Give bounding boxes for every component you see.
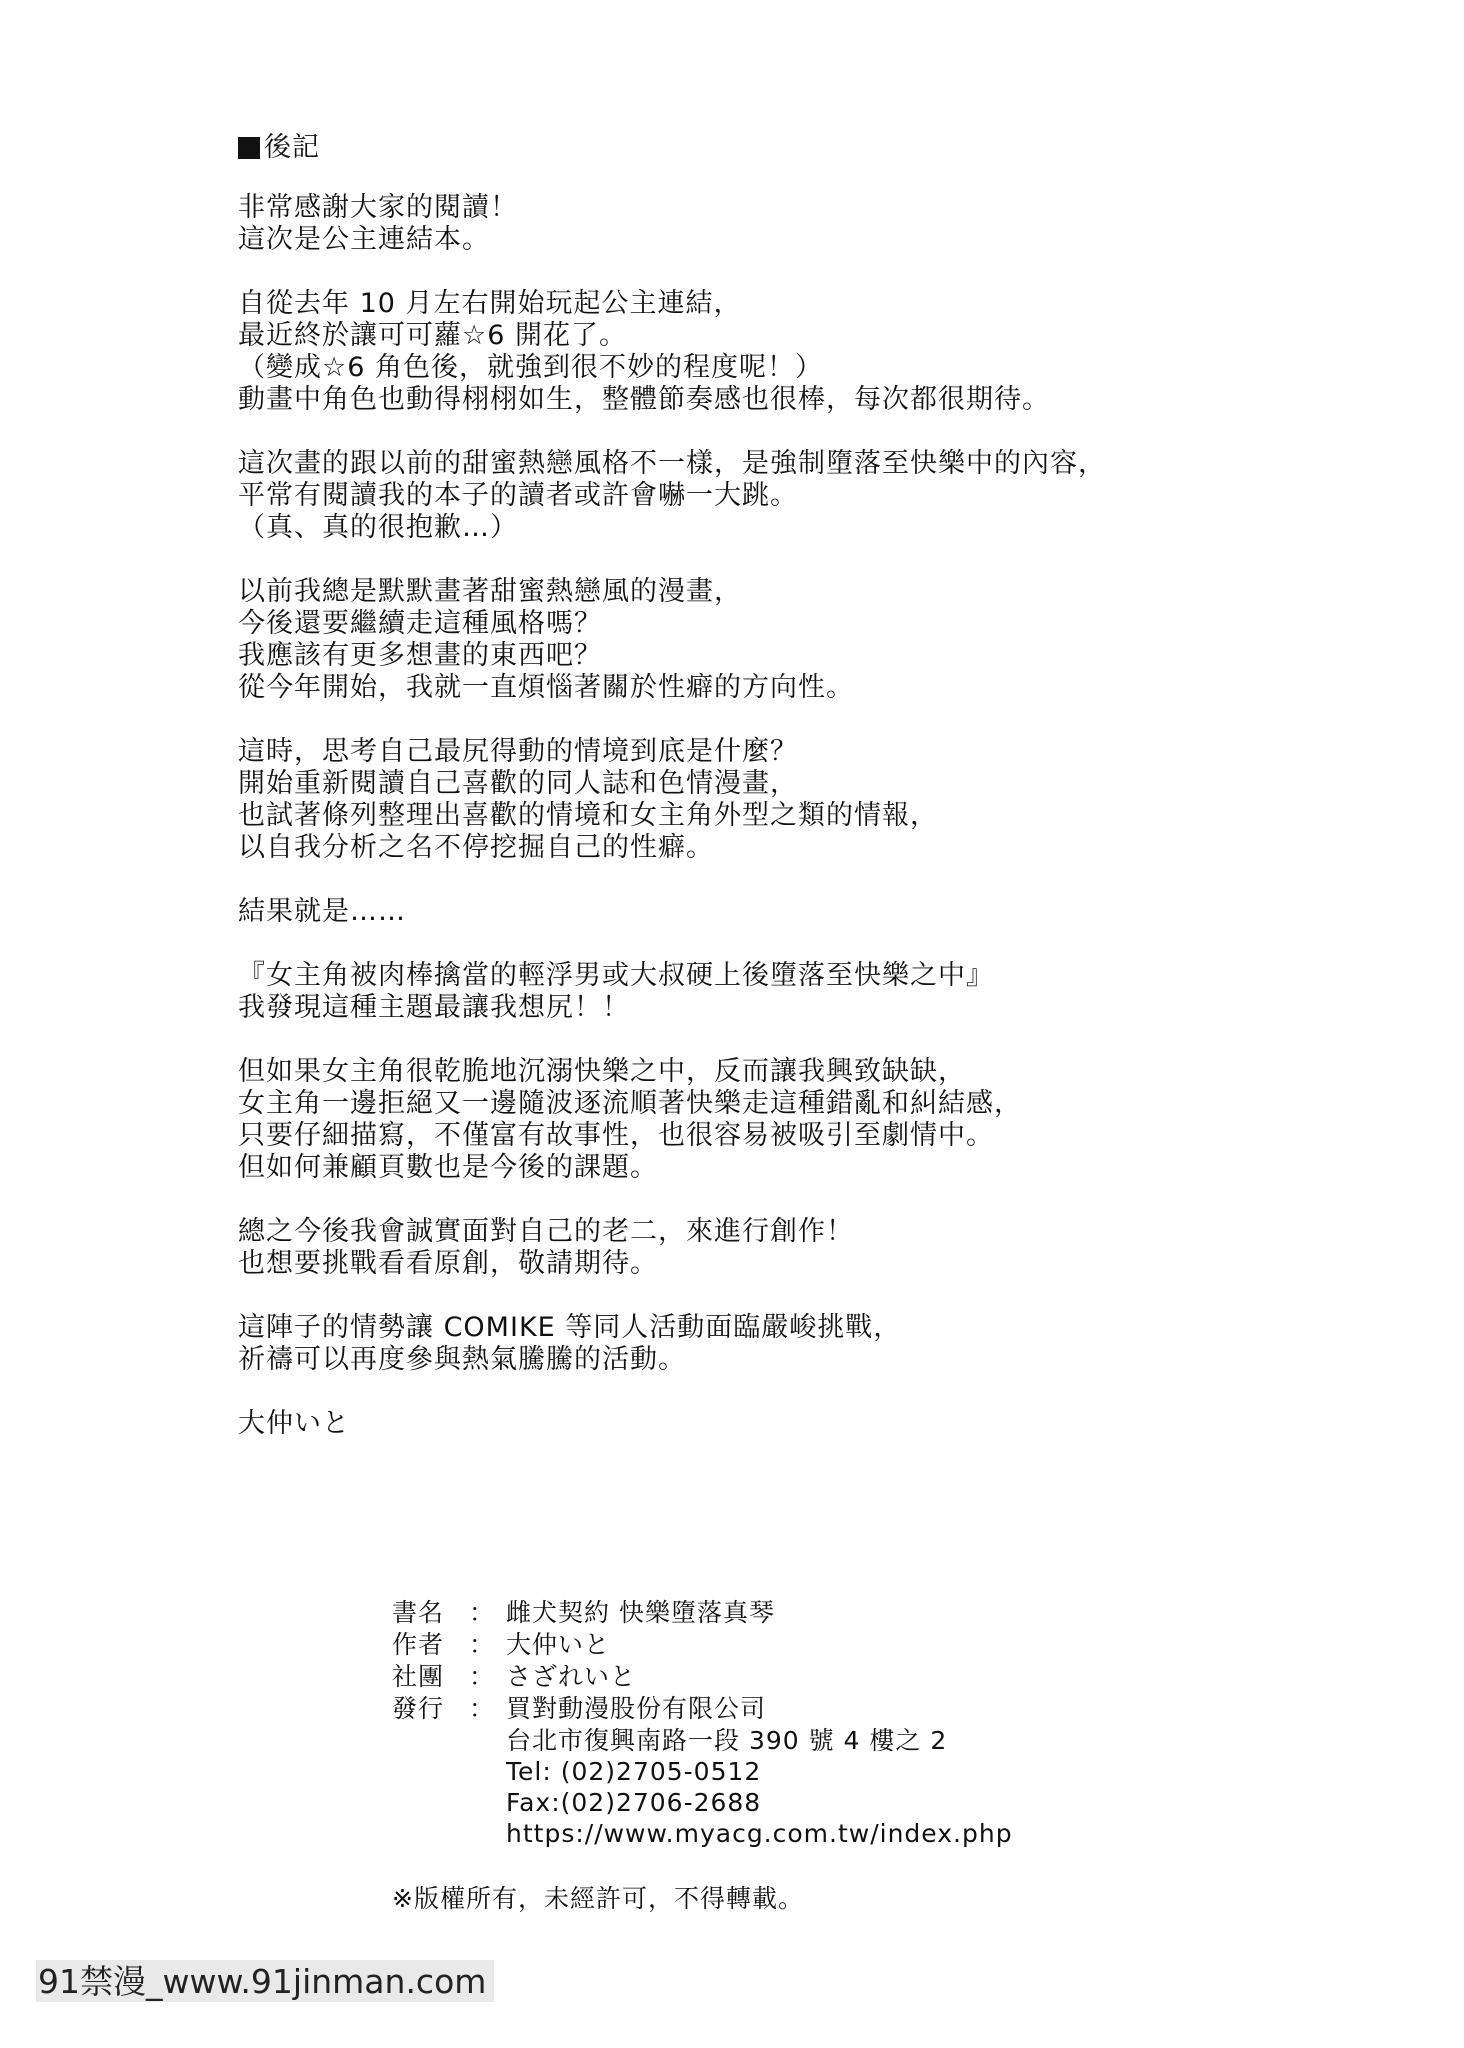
colophon-row-circle: [392, 1661, 1152, 1693]
colophon-label: 作者: [392, 1630, 445, 1659]
text-line: 動畫中角色也動得栩栩如生，整體節奏感也很棒，每次都很期待。: [238, 384, 1050, 415]
text-line: 也想要挑戰看看原創，敬請期待。: [238, 1248, 658, 1279]
copyright-notice: ※版權所有，未經許可，不得轉載。: [392, 1884, 804, 1913]
text-line: 非常感謝大家的閱讀！: [238, 192, 518, 223]
author-signature: 大仲いと: [238, 1408, 350, 1439]
author-name: 大仲いと: [506, 1630, 611, 1659]
colophon-separator: ：: [468, 1630, 495, 1659]
afterword-paragraph: [238, 960, 1238, 1024]
text-line: 『女主角被肉棒擒當的輕浮男或大叔硬上後墮落至快樂之中』: [238, 960, 994, 991]
text-line: 這次畫的跟以前的甜蜜熱戀風格不一樣，是強制墮落至快樂中的內容，: [238, 448, 1106, 479]
colophon-separator: ：: [468, 1598, 495, 1627]
black-square-bullet-icon: [238, 137, 260, 159]
text-line: 以前我總是默默畫著甜蜜熱戀風的漫畫，: [238, 576, 742, 607]
text-line: 這時，思考自己最尻得動的情境到底是什麼？: [238, 736, 798, 767]
colophon-row-author: [392, 1629, 1152, 1661]
text-line: 這陣子的情勢讓 COMIKE 等同人活動面臨嚴峻挑戰，: [238, 1312, 902, 1343]
text-line: 從今年開始，我就一直煩惱著關於性癖的方向性。: [238, 672, 854, 703]
colophon-row-publisher: [392, 1693, 1152, 1725]
afterword-paragraph: [238, 288, 1238, 416]
text-line: 我應該有更多想畫的東西吧？: [238, 640, 602, 671]
colophon-separator: ：: [468, 1662, 495, 1691]
text-line: 平常有閱讀我的本子的讀者或許會嚇一大跳。: [238, 480, 798, 511]
afterword-paragraph: [238, 1312, 1238, 1376]
text-line: （變成☆6 角色後，就強到很不妙的程度呢！）: [238, 352, 823, 383]
text-line: 今後還要繼續走這種風格嗎？: [238, 608, 602, 639]
afterword-paragraph: [238, 1216, 1238, 1280]
afterword-section: [238, 128, 1238, 1440]
afterword-heading: [238, 128, 1238, 168]
text-line: 最近終於讓可可蘿☆6 開花了。: [238, 320, 627, 351]
text-line: 只要仔細描寫，不僅富有故事性，也很容易被吸引至劇情中。: [238, 1120, 994, 1151]
colophon-label: 書名: [392, 1598, 445, 1627]
afterword-heading-text: 後記: [264, 132, 320, 163]
book-title: 雌犬契約 快樂墮落真琴: [506, 1598, 775, 1627]
afterword-paragraph: [238, 192, 1238, 256]
colophon: [392, 1597, 1152, 1915]
colophon-row-title: [392, 1597, 1152, 1629]
text-line: 這次是公主連結本。: [238, 224, 490, 255]
text-line: 自從去年 10 月左右開始玩起公主連結，: [238, 288, 742, 319]
text-line: 開始重新閱讀自己喜歡的同人誌和色情漫畫，: [238, 768, 798, 799]
site-watermark: 91禁漫_www.91jinman.com: [36, 1960, 494, 2002]
afterword-paragraph: [238, 448, 1238, 544]
afterword-paragraph: [238, 576, 1238, 704]
publisher-url: https://www.myacg.com.tw/index.php: [506, 1819, 1013, 1848]
text-line: （真、真的很抱歉…）: [238, 512, 518, 543]
text-line: 祈禱可以再度參與熱氣騰騰的活動。: [238, 1344, 686, 1375]
publisher-name: 買對動漫股份有限公司: [506, 1694, 767, 1723]
text-line: 我發現這種主題最讓我想尻！！: [238, 992, 630, 1023]
afterword-paragraph: [238, 736, 1238, 864]
text-line: 但如果女主角很乾脆地沉溺快樂之中，反而讓我興致缺缺，: [238, 1056, 966, 1087]
text-line: 女主角一邊拒絕又一邊隨波逐流順著快樂走這種錯亂和糾結感，: [238, 1088, 1022, 1119]
text-line: 但如何兼顧頁數也是今後的課題。: [238, 1152, 658, 1183]
text-line: 總之今後我會誠實面對自己的老二，來進行創作！: [238, 1216, 854, 1247]
text-line: 結果就是……: [238, 896, 406, 927]
publisher-fax: Fax:(02)2706-2688: [506, 1788, 762, 1817]
afterword-paragraph: [238, 896, 1238, 928]
afterword-paragraph: [238, 1056, 1238, 1184]
colophon-label: 發行: [392, 1694, 445, 1723]
text-line: 以自我分析之名不停挖掘自己的性癖。: [238, 832, 714, 863]
text-line: 也試著條列整理出喜歡的情境和女主角外型之類的情報，: [238, 800, 938, 831]
publisher-address: 台北市復興南路一段 390 號 4 樓之 2: [506, 1726, 948, 1755]
circle-name: さざれいと: [506, 1662, 637, 1691]
colophon-label: 社團: [392, 1662, 445, 1691]
colophon-separator: ：: [468, 1694, 495, 1723]
publisher-tel: Tel: (02)2705-0512: [506, 1757, 762, 1786]
